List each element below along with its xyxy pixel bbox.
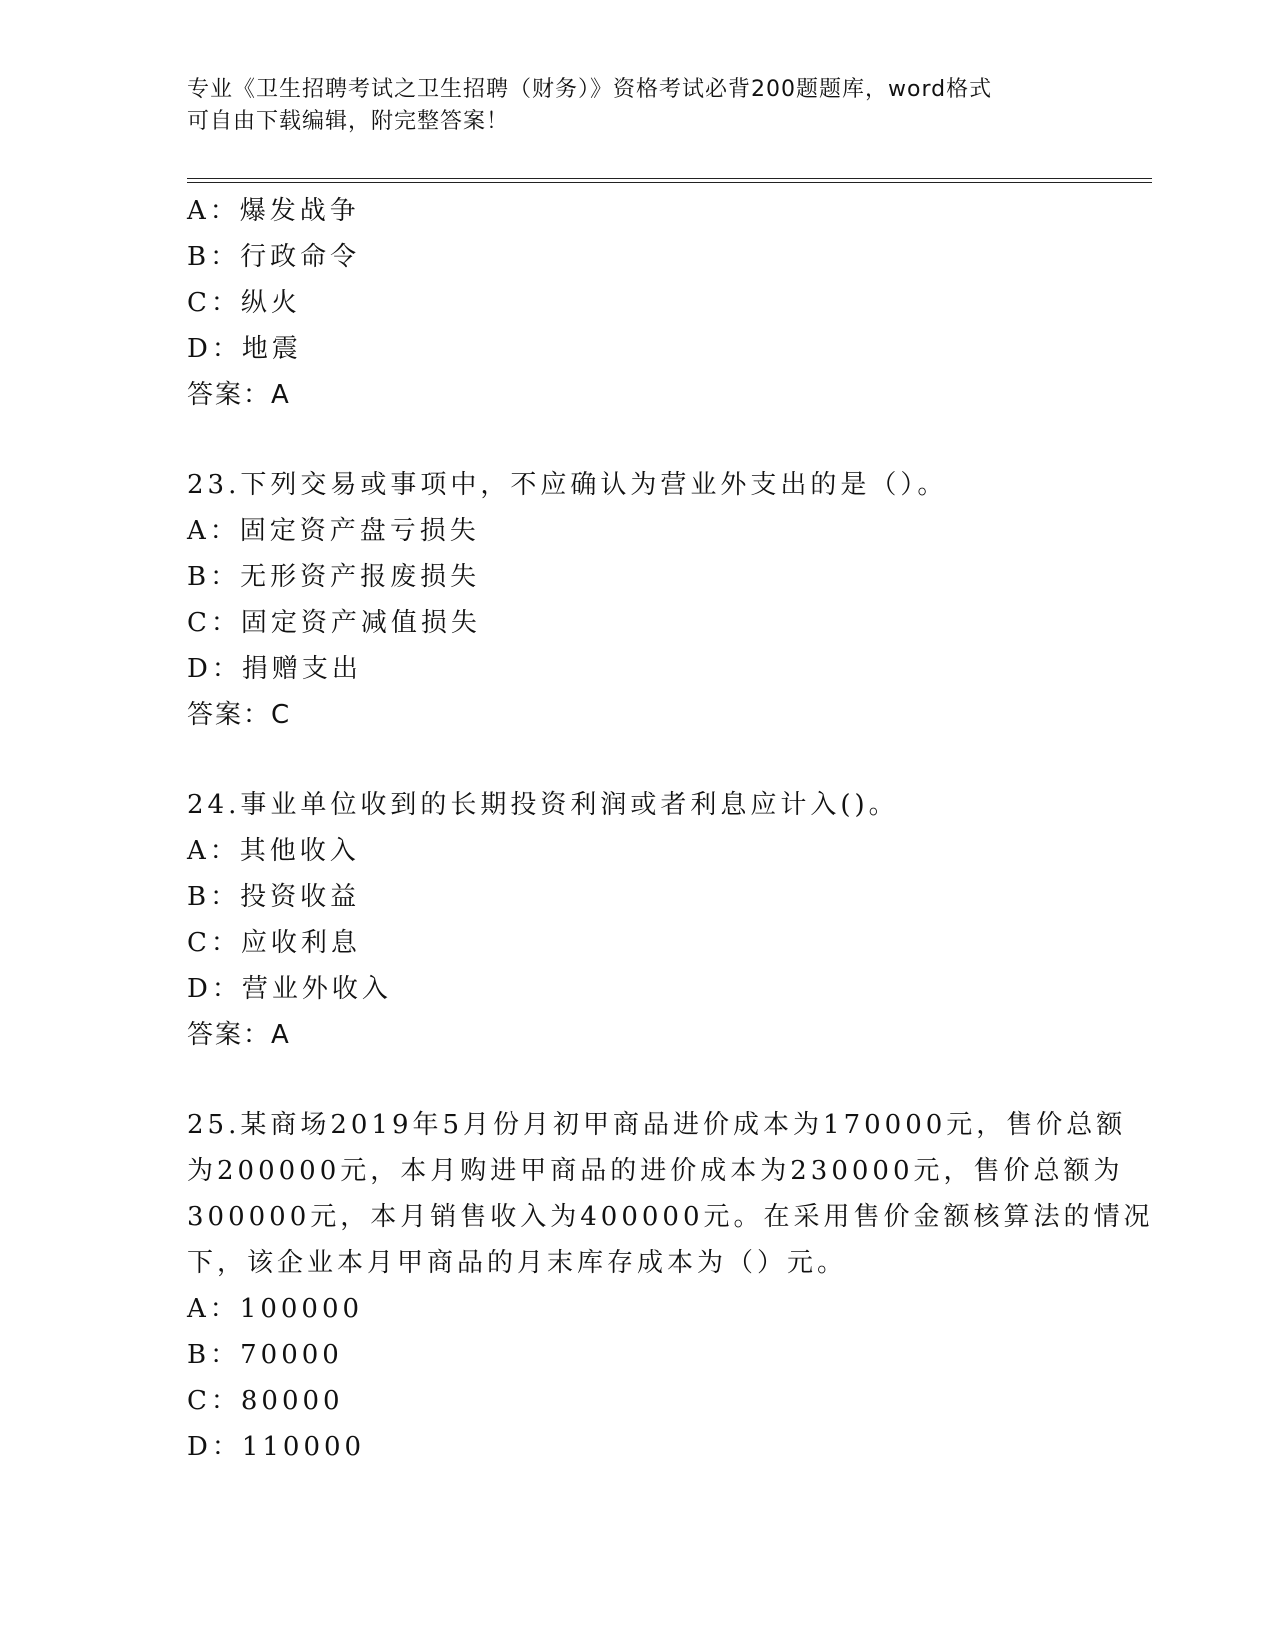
option-d: D：营业外收入 [187, 974, 392, 1004]
option-a: A：100000 [187, 1294, 364, 1324]
option-c: C：固定资产减值损失 [187, 608, 481, 638]
option-a: A：爆发战争 [187, 196, 360, 226]
question-22 [187, 188, 1087, 418]
option-d: D：捐赠支出 [187, 654, 362, 684]
header-title-line-1: 专业《卫生招聘考试之卫生招聘（财务）》资格考试必背200题题库，word格式 [187, 77, 993, 102]
option-b: B：行政命令 [187, 242, 361, 272]
question-text: 23.下列交易或事项中，不应确认为营业外支出的是（）。 [187, 470, 948, 500]
question-23 [187, 462, 1087, 738]
question-text-line-2: 为200000元，本月购进甲商品的进价成本为230000元，售价总额为 [187, 1156, 1124, 1186]
question-list [187, 188, 1154, 1470]
document-header [187, 74, 1087, 138]
option-b: B：无形资产报废损失 [187, 562, 481, 592]
option-a: A：其他收入 [187, 836, 360, 866]
option-c: C：纵火 [187, 288, 301, 318]
answer: 答案：C [187, 700, 292, 730]
option-b: B：70000 [187, 1340, 343, 1370]
header-divider [187, 178, 1152, 183]
header-title-line-2: 可自由下载编辑，附完整答案！ [187, 109, 510, 134]
answer: 答案：A [187, 380, 291, 410]
question-text: 24.事业单位收到的长期投资利润或者利息应计入()。 [187, 790, 899, 820]
option-d: D：地震 [187, 334, 302, 364]
question-spacer [187, 1058, 1087, 1102]
option-a: A：固定资产盘亏损失 [187, 516, 480, 546]
question-spacer [187, 418, 1087, 462]
question-text-line-3: 300000元，本月销售收入为400000元。在采用售价金额核算法的情况 [187, 1202, 1154, 1232]
answer: 答案：A [187, 1020, 291, 1050]
option-b: B：投资收益 [187, 882, 361, 912]
question-24 [187, 782, 1087, 1058]
option-c: C：80000 [187, 1386, 344, 1416]
option-c: C：应收利息 [187, 928, 361, 958]
question-text-line-1: 25.某商场2019年5月份月初甲商品进价成本为170000元，售价总额 [187, 1110, 1127, 1140]
question-spacer [187, 738, 1087, 782]
question-text-line-4: 下，该企业本月甲商品的月末库存成本为（）元。 [187, 1248, 848, 1278]
option-d: D：110000 [187, 1432, 366, 1462]
question-25 [187, 1102, 1154, 1470]
